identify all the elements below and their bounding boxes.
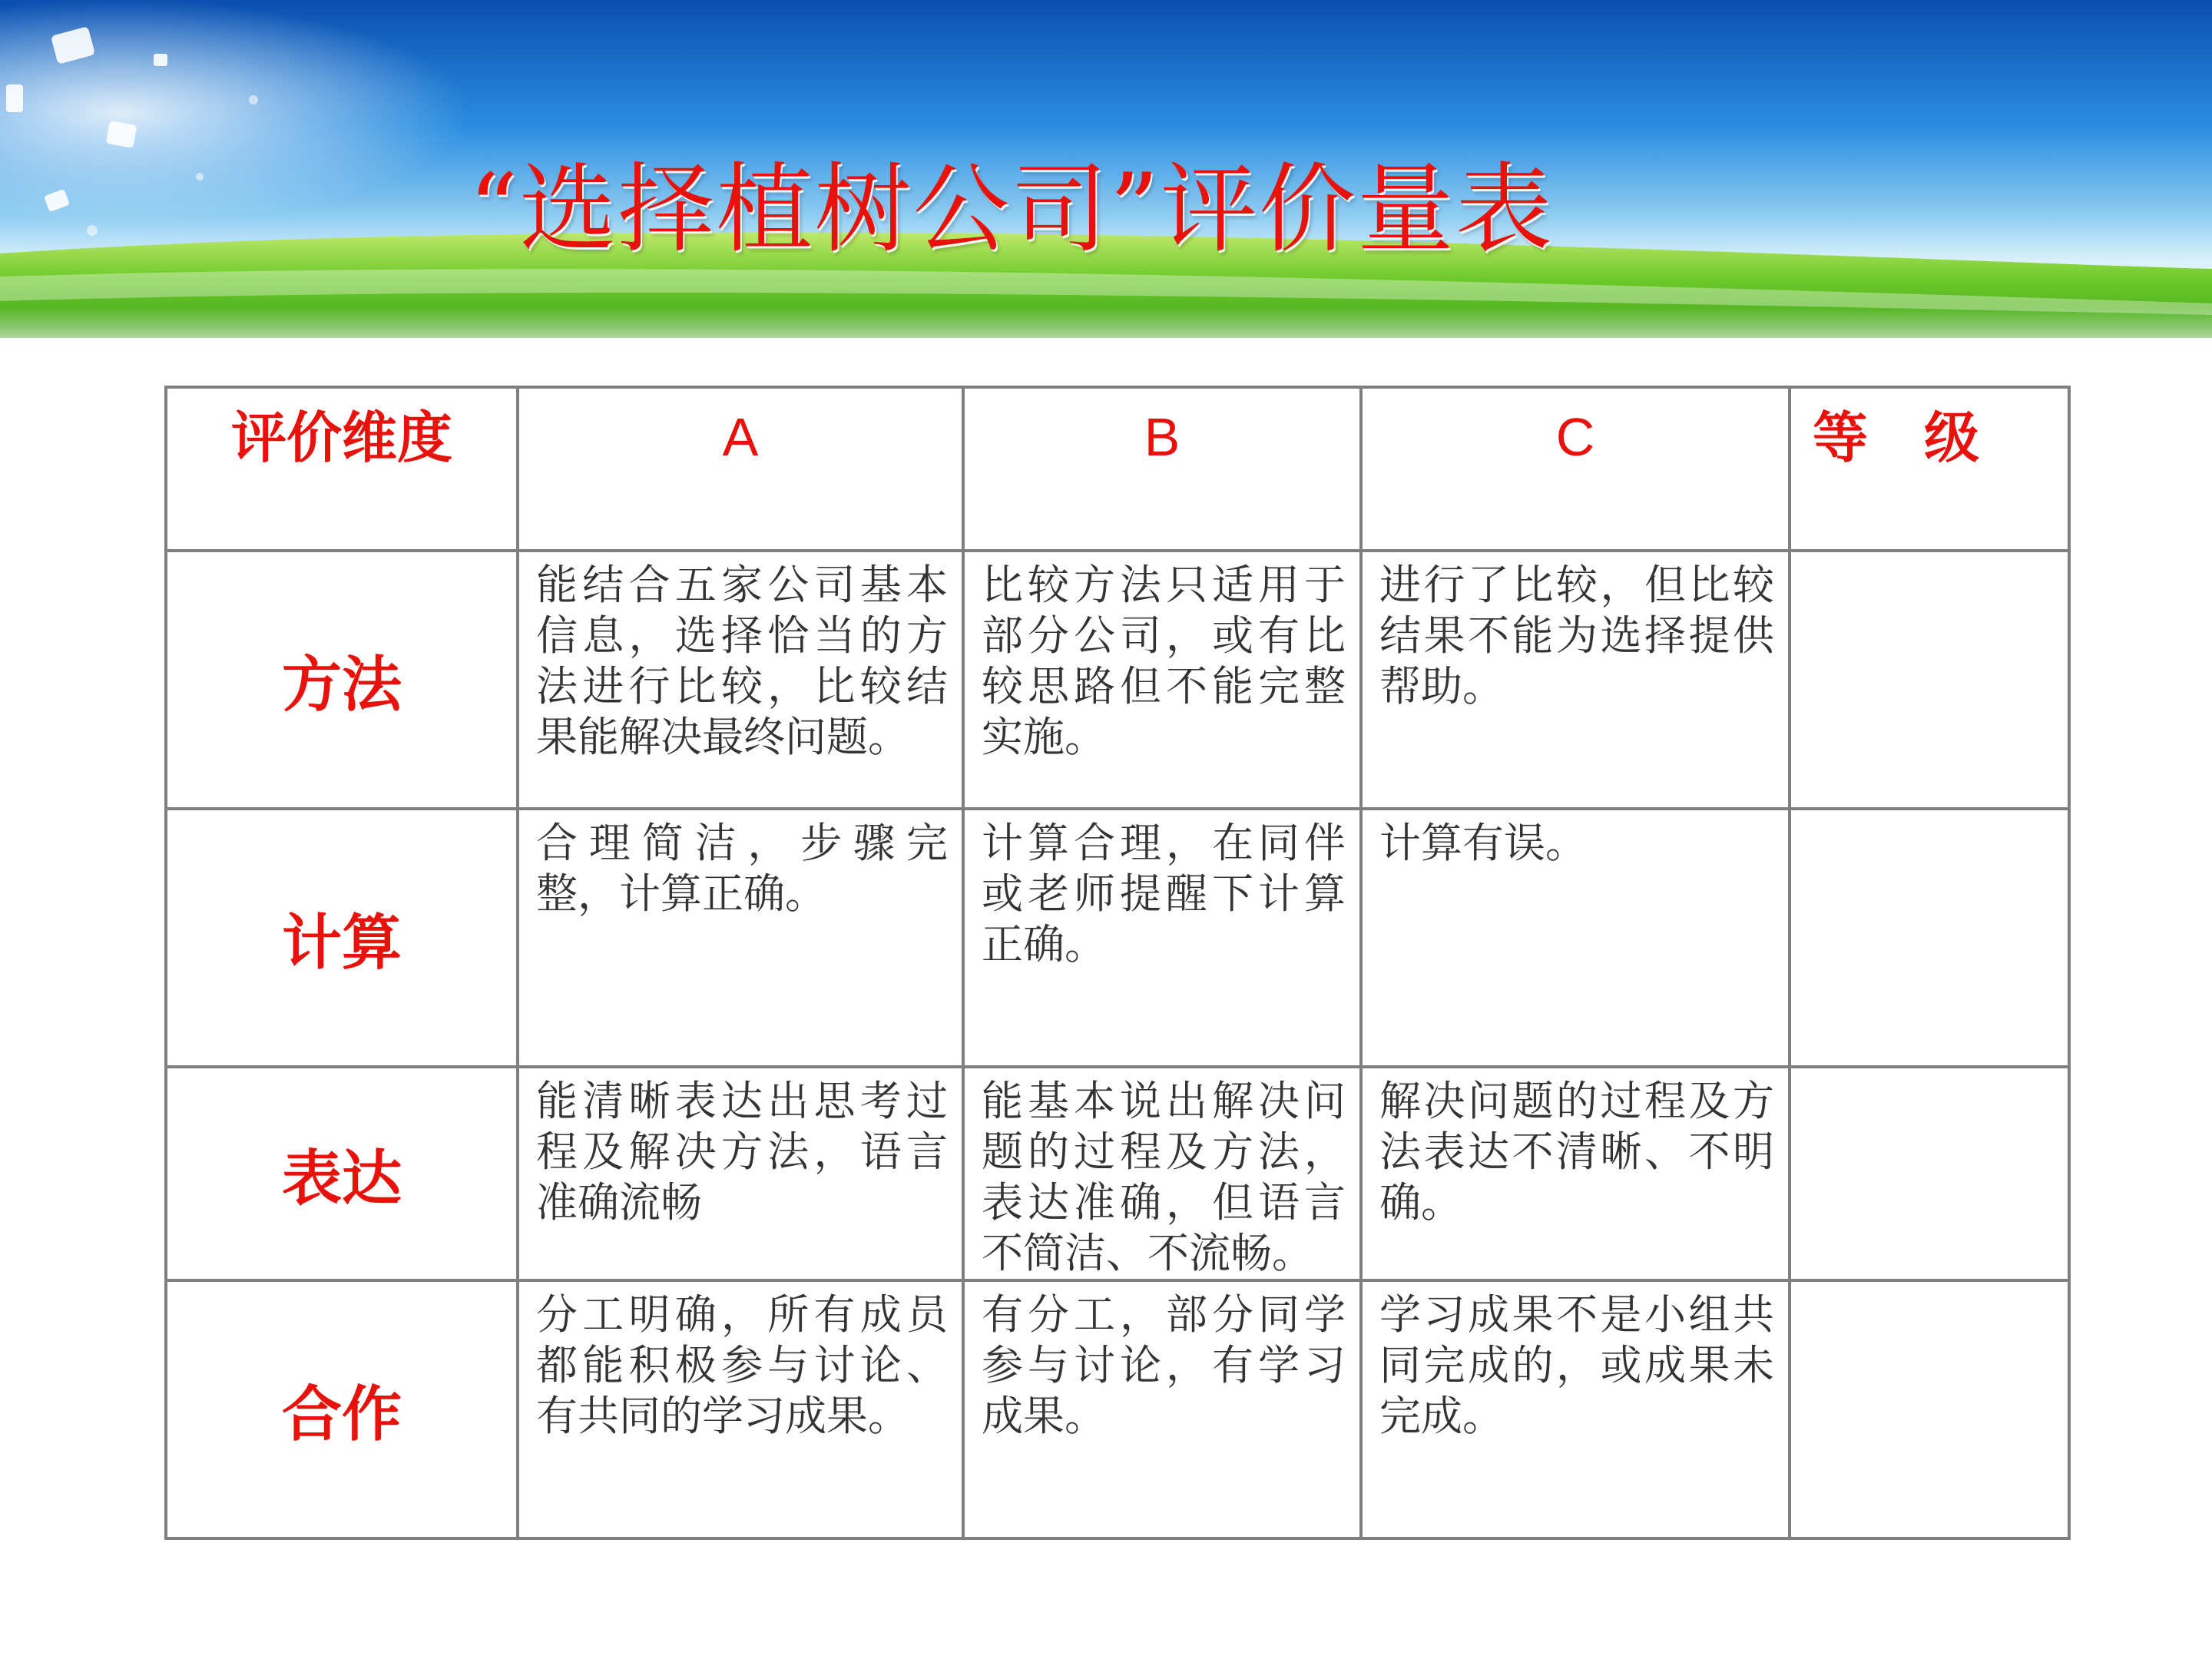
- table-row: [166, 809, 2069, 1067]
- header-cell-dimension: [166, 387, 518, 551]
- header-cell-c: [1361, 387, 1790, 551]
- level-c-cell: 进行了比较，但比较结果不能为选择提供帮助。: [1361, 551, 1790, 809]
- level-b-cell: 比较方法只适用于部分公司，或有比较思路但不能完整实施。: [963, 551, 1361, 809]
- dimension-cell: 表达: [166, 1067, 518, 1280]
- grade-cell[interactable]: [1790, 1067, 2069, 1280]
- level-c-cell: 学习成果不是小组共同完成的，或成果未完成。: [1361, 1280, 1790, 1538]
- page-title: “选择植树公司”评价量表: [469, 153, 1554, 266]
- header-cell-a: [518, 387, 963, 551]
- header-a-label: A: [722, 407, 759, 467]
- evaluation-rubric-table: [164, 386, 2071, 1540]
- level-a-cell: 分工明确，所有成员都能积极参与讨论、有共同的学习成果。: [518, 1280, 963, 1538]
- grade-cell[interactable]: [1790, 551, 2069, 809]
- grade-cell[interactable]: [1790, 1280, 2069, 1538]
- level-c-cell: 解决问题的过程及方法表达不清晰、不明确。: [1361, 1067, 1790, 1280]
- level-a-cell: 能清晰表达出思考过程及解决方法，语言准确流畅: [518, 1067, 963, 1280]
- header-b-label: B: [1144, 407, 1181, 467]
- level-b-cell: 能基本说出解决问题的过程及方法，表达准确，但语言不简洁、不流畅。: [963, 1067, 1361, 1280]
- header-c-label: C: [1555, 407, 1595, 467]
- table-header-row: [166, 387, 2069, 551]
- table-row: [166, 1280, 2069, 1538]
- level-a-cell: 合理简洁，步骤完整，计算正确。: [518, 809, 963, 1067]
- header-grade-label: 等 级: [1813, 406, 1998, 470]
- level-a-cell: 能结合五家公司基本信息，选择恰当的方法进行比较，比较结果能解决最终问题。: [518, 551, 963, 809]
- header-cell-grade: [1790, 387, 2069, 551]
- dimension-cell: 计算: [166, 809, 518, 1067]
- dimension-cell: 方法: [166, 551, 518, 809]
- dimension-cell: 合作: [166, 1280, 518, 1538]
- table-row: [166, 1067, 2069, 1280]
- grade-cell[interactable]: [1790, 809, 2069, 1067]
- level-b-cell: 有分工，部分同学参与讨论，有学习成果。: [963, 1280, 1361, 1538]
- level-b-cell: 计算合理，在同伴或老师提醒下计算正确。: [963, 809, 1361, 1067]
- header-cell-b: [963, 387, 1361, 551]
- table-row: [166, 551, 2069, 809]
- header-dimension-label: 评价维度: [230, 406, 452, 470]
- level-c-cell: 计算有误。: [1361, 809, 1790, 1067]
